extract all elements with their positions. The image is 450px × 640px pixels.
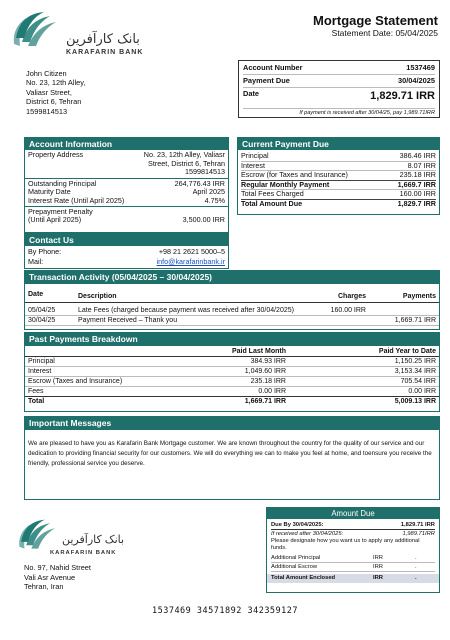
cp-total-row: Total Amount Due 1,829.7 IRR — [241, 198, 436, 208]
additional-principal-input[interactable]: . — [415, 555, 417, 561]
current-payment-section — [237, 137, 440, 215]
bank-logo-bottom — [16, 516, 136, 560]
karafarin-emblem-icon — [10, 8, 64, 52]
transaction-activity-section — [24, 270, 440, 330]
bank-name-en: KARAFARIN BANK — [66, 49, 144, 56]
account-information-heading: Account Information — [25, 138, 228, 150]
outstanding-principal-row: Outstanding Principal 264,776.43 IRR — [28, 178, 225, 188]
maturity-date-row: Maturity Date April 2025 — [28, 187, 225, 197]
important-messages-heading: Important Messages — [25, 417, 439, 430]
email-link[interactable]: info@karafarinbank.ir — [156, 256, 225, 266]
payment-due-row: Payment Due 30/04/2025 — [243, 75, 435, 88]
table-row: Escrow (Taxes and Insurance) 235.18 IRR 705.54 IRR — [25, 377, 439, 387]
bank-logo — [10, 8, 160, 64]
phone-row: By Phone: +98 21 2621 5000–5 — [28, 247, 225, 256]
bank-name-en-bottom: KARAFARIN BANK — [50, 550, 117, 556]
karafarin-emblem-icon — [16, 516, 62, 554]
prepayment-penalty-row: Prepayment Penalty (Until April 2025) 3,500.00 IRR — [25, 206, 228, 226]
statement-date: Statement Date: 05/04/2025 — [331, 28, 438, 38]
transaction-activity-heading: Transaction Activity (05/04/2025 – 30/04/2025) — [25, 271, 439, 284]
coupon-heading: Amount Due — [267, 508, 439, 519]
cp-interest-row: Interest 8.07 IRR — [241, 160, 436, 170]
past-payments-table — [25, 346, 439, 406]
additional-escrow-input[interactable]: . — [415, 564, 417, 570]
transaction-header-row: Date Description Charges Payments — [25, 290, 439, 303]
amount-row: Date 1,829.71 IRR — [243, 88, 435, 102]
table-row: Fees 0.00 IRR 0.00 IRR — [25, 387, 439, 397]
coupon-additional-escrow-row: Additional Escrow IRR . — [271, 563, 435, 572]
cp-principal-row: Principal 386.46 IRR — [241, 151, 436, 160]
transaction-table — [25, 290, 439, 326]
table-row: Interest 1,049.60 IRR 3,153.34 IRR — [25, 367, 439, 377]
bank-name-fa-bottom: بانک کارآفرین — [62, 534, 125, 546]
important-messages-section — [24, 416, 440, 500]
late-payment-note: If payment is received after 30/04/25, pay 1,989.71IRR — [243, 108, 435, 117]
past-payments-total-row: Total 1,669.71 IRR 5,009.13 IRR — [28, 398, 436, 405]
coupon-total-row: Total Amount Enclosed IRR . — [267, 574, 439, 583]
coupon-after-row: If received after 30/04/2025: 1,989.71IRR — [271, 531, 435, 537]
coupon-due-by-row: Due By 30/04/2025: 1,829.71 IRR — [271, 522, 435, 528]
coupon-note: Please designate how you want us to apply any additional funds. — [271, 538, 420, 551]
cp-regular-row: Regular Monthly Payment 1,669.7 IRR — [241, 179, 436, 189]
interest-rate-row: Interest Rate (Until April 2025) 4.75% — [28, 195, 225, 205]
total-enclosed-input[interactable]: . — [415, 575, 417, 581]
contact-us-heading: Contact Us — [25, 234, 228, 246]
payment-coupon — [266, 507, 440, 593]
important-messages-body: We are pleased to have you as Karafarin Bank Mortgage customer. We are known throughout the country for the quality of our service and our dedication to providing financial security for our customers. We will do everything we can to make you feel at home, and toensure you receive the friendly, professional service you deserve. — [28, 440, 432, 467]
past-payments-heading: Past Payments Breakdown — [25, 333, 439, 346]
account-information-section — [24, 137, 229, 233]
amount-due-value: 1,829.71 IRR — [370, 89, 435, 102]
branch-address: No. 97, Nahid Street Vali Asr Avenue Tehran, Iran — [24, 563, 91, 592]
statement-title: Mortgage Statement — [313, 13, 438, 28]
bank-name-fa: بانک کارآفرین — [66, 32, 140, 47]
table-row: 05/04/25 Late Fees (charged because payment was received after 30/04/2025) 160.00 IRR — [25, 303, 439, 316]
property-address-row: Property Address No. 23, 12th Alley, Valiasr Street, District 6, Tehran 1599814513 — [28, 150, 225, 177]
account-summary-box — [238, 60, 440, 118]
past-payments-header-row: Paid Last Month Paid Year to Date — [25, 346, 439, 357]
contact-us-section — [24, 233, 229, 269]
account-number-row: Account Number 1537469 — [243, 64, 435, 75]
cp-escrow-row: Escrow (for Taxes and Insurance) 235.18 IRR — [241, 170, 436, 180]
mail-row: Mail: info@karafarinbank.ir — [28, 256, 225, 266]
table-row: 30/04/25 Payment Received – Thank you 1,669.71 IRR — [25, 316, 439, 326]
current-payment-heading: Current Payment Due — [238, 138, 439, 150]
coupon-additional-principal-row: Additional Principal IRR . — [271, 554, 435, 563]
customer-address: John Citizen No. 23, 12th Alley, Valiasr Street, District 6, Tehran 1599814513 — [26, 69, 86, 116]
past-payments-section — [24, 332, 440, 412]
micr-line: 1537469 34571892 342359127 — [151, 606, 299, 616]
table-row: Principal 384.93 IRR 1,150.25 IRR — [25, 357, 439, 367]
cp-fees-row: Total Fees Charged 160.00 IRR — [241, 189, 436, 199]
